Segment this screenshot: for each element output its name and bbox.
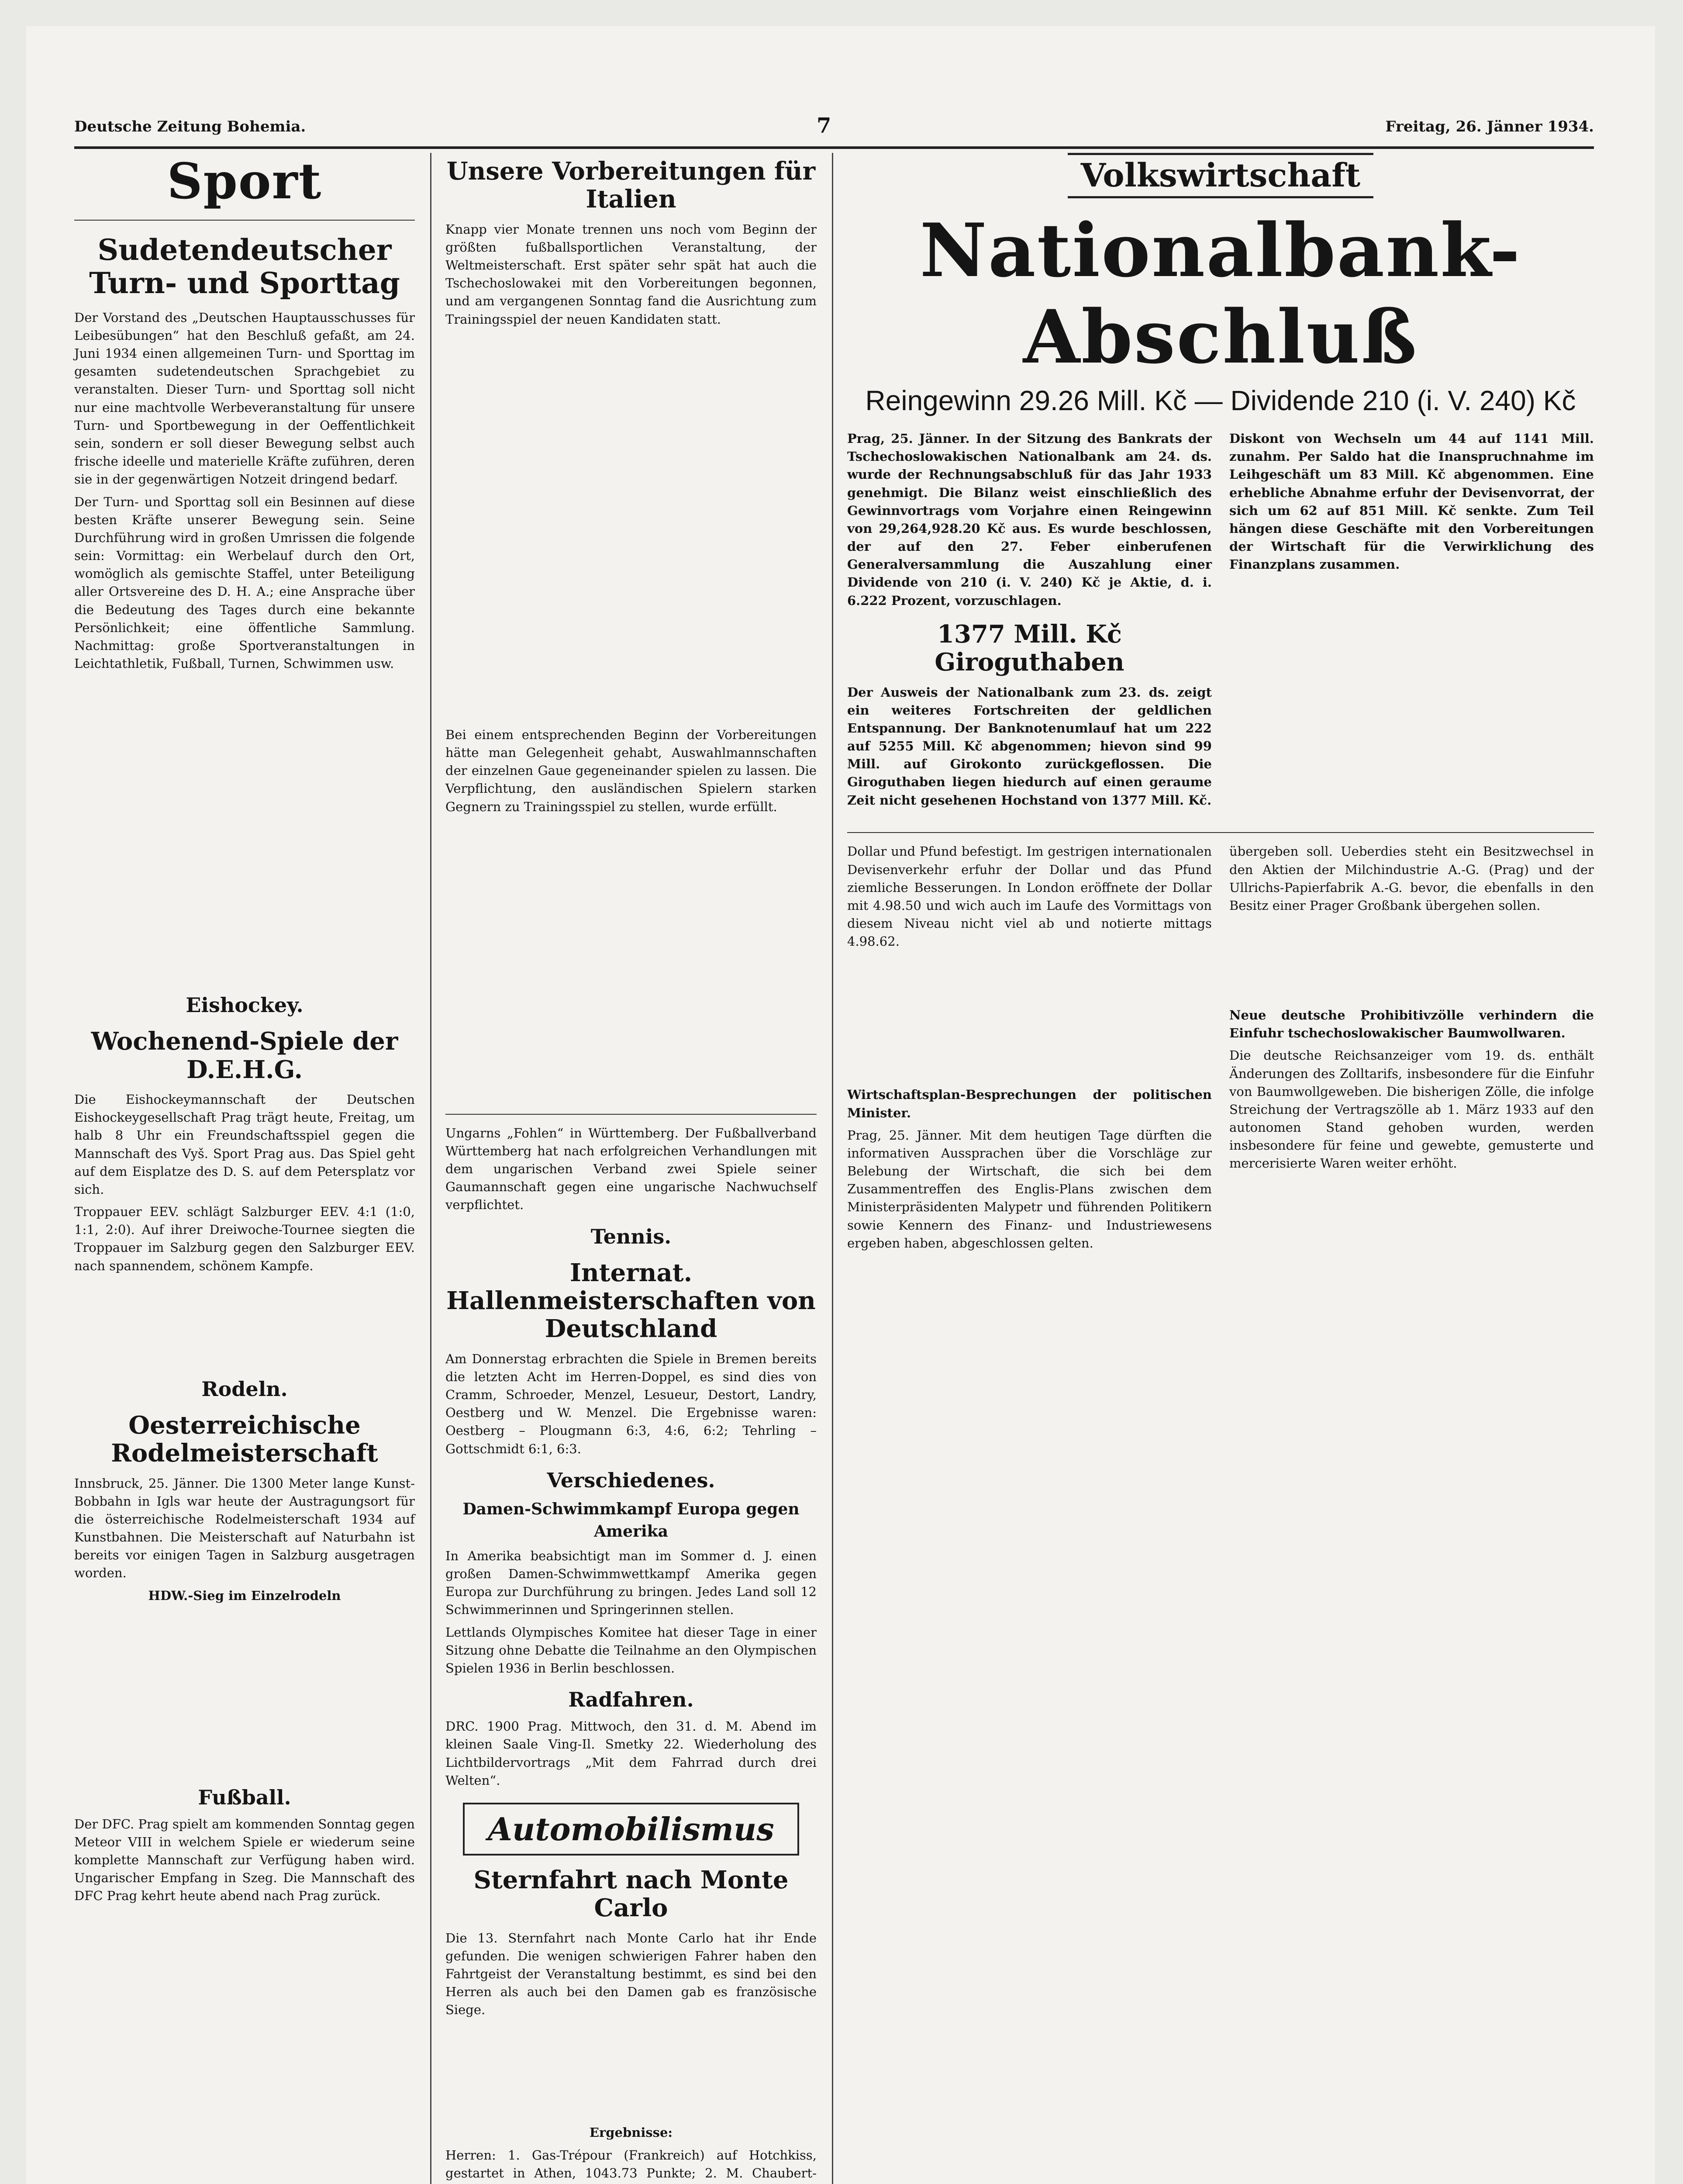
category-label: Radfahren. xyxy=(568,1688,694,1712)
article-continued xyxy=(847,955,1212,1086)
category-label: Fußball. xyxy=(198,1785,291,1809)
article-continued xyxy=(74,677,415,983)
page-number: 7 xyxy=(817,114,831,138)
article-body: Lettlands Olympisches Komitee hat dieser Tage in einer Sitzung ohne Debatte die Teilnahme an den Olympischen Spielen 1936 in Berlin beschlossen. xyxy=(445,1624,817,1676)
article-body: übergeben soll. Ueberdies steht ein Besitzwechsel in den Aktien der Milchindustrie A.-G. (Prag) und der Ullrichs-Papierfabrik A.-G. bevor, die ebenfalls in den Besitz einer Prager Großbank übergehen sollen. xyxy=(1229,844,1594,913)
article-title: Sternfahrt nach Monte Carlo xyxy=(473,1865,789,1923)
lead-body-continued: Diskont von Wechseln um 44 auf 1141 Mill. zunahm. Per Saldo hat die Inanspruchnahme im Leihgeschäft um 83 Mill. Kč abgenommen. Eine erhebliche Abnahme erfuhr der Devisenvorrat, der sich um 62 auf 851 Mill. Kč senkte. Zum Teil hängen diese Geschäfte mit den Vorbereitungen der Wirtschaft für die Verwirklichung des Finanzplans zusammen. xyxy=(1229,431,1594,572)
article-continued xyxy=(445,2023,817,2124)
lead-columns xyxy=(847,430,1594,822)
article-body: Am Donnerstag erbrachten die Spiele in Bremen bereits die letzten Acht im Herren-Doppel, es sind dies von Cramm, Schroeder, Menzel, Lesueur, Destort, Landry, Oestberg und W. Menzel. Die Ergebnisse waren: Oestberg – Plougmann 6:3, 4:6, 6:2; Tehrling – Gottschmidt 6:1, 6:3. xyxy=(445,1351,817,1456)
results-label: Ergebnisse: xyxy=(589,2125,673,2140)
article-title: 1377 Mill. Kč Giroguthaben xyxy=(935,619,1124,677)
article-body: Innsbruck, 25. Jänner. Die 1300 Meter lange Kunst-Bobbahn in Igls war heute der Austragungsort für die österreichische Rodelmeisterschaft 1934 auf Kunstbahnen. Die Meisterschaft auf Naturbahn ist bereits vor einigen Tagen in Salzburg ausgetragen worden. xyxy=(74,1476,415,1581)
article-continued xyxy=(1229,919,1594,1006)
divider xyxy=(445,1114,817,1115)
lower-columns xyxy=(847,843,1594,2087)
article-title: Unsere Vorbereitungen für Italien xyxy=(446,157,816,214)
issue-date: Freitag, 26. Jänner 1934. xyxy=(1385,118,1594,135)
column-sport-2 xyxy=(445,153,817,2184)
article-body: Troppauer EEV. schlägt Salzburger EEV. 4:1 (1:0, 1:1, 2:0). Auf ihrer Dreiwoche-Tournee siegten die Troppauer im Salzburg gegen den Salzburger EEV. nach spannendem, schönem Kampfe. xyxy=(74,1204,415,1273)
article-continued xyxy=(847,1257,1212,2087)
lead-body: Prag, 25. Jänner. In der Sitzung des Bankrats der Tschechoslowakischen Nationalbank am 24. ds. wurde der Rechnungsabschluß für das Jahr 1933 genehmigt. Die Bilanz weist einschließlich des Gewinnvortrags vom Vorjahre einen Reingewinn von 29,264,928.20 Kč aus. Es wurde beschlossen, der auf den 27. Feber einberufenen Generalversammlung die Auszahlung einer Dividende von 210 (i. V. 240) Kč je Aktie, d. i. 6.222 Prozent, vorzuschlagen. xyxy=(847,431,1212,608)
article-body: Der DFC. Prag spielt am kommenden Sonntag gegen Meteor VIII in welchem Spiele er wiederum seine komplette Mannschaft zur Verfügung haben wird. Ungarischer Empfang in Szeg. Die Mannschaft des DFC Prag kehrt heute abend nach Prag zurück. xyxy=(74,1816,415,1904)
article-continued xyxy=(445,820,817,1104)
column-divider-2 xyxy=(832,153,833,2184)
article-body: Der Vorstand des „Deutschen Hauptausschusses für Leibesübungen“ hat den Beschluß gefaßt, am 24. Juni 1934 einen allgemeinen Turn- und Sporttag im gesamten sudetendeutschen Sprachgebiet zu veranstalten. Dieser Turn- und Sporttag soll nicht nur eine machtvolle Werbeveranstaltung für unsere Turn- und Sportbewegung in der Oeffentlichkeit sein, sondern er soll dieser Bewegung selbst auch frische ideelle und materielle Kräfte zuführen, deren sie in der gegenwärtigen Notzeit dringend bedarf. xyxy=(74,310,415,487)
column-economy xyxy=(847,153,1594,2087)
article-body: Der Ausweis der Nationalbank zum 23. ds. zeigt ein weiteres Fortschreiten der geldlichen Entspannung. Der Banknotenumlauf hat um 222 auf 5255 Mill. Kč abgenommen; hievon sind 99 Mill. auf Girokonto zurückgeflossen. Die Giroguthaben liegen hiedurch auf einen geraume Zeit nicht gesehenen Hochstand von 1377 Mill. Kč. xyxy=(847,684,1212,808)
article-body: Dollar und Pfund befestigt. Im gestrigen internationalen Devisenverkehr erfuhr der Dollar und das Pfund ziemliche Besserungen. In London eröffnete der Dollar mit 4.98.50 und wich auch im Laufe des Vormittags von diesem Niveau nicht viel ab und notierte mittags 4.98.62. xyxy=(847,844,1212,949)
category-label: Verschiedenes. xyxy=(547,1468,715,1492)
article-continued xyxy=(445,333,817,726)
page-header xyxy=(74,114,1594,144)
article-body: Bei einem entsprechenden Beginn der Vorbereitungen hätte man Gelegenheit gehabt, Auswahlmannschaften der einzelnen Gaue gegeneinander spielen zu lassen. Die Verpflichtung, den ausländischen Spielern starken Gegnern zu Trainingsspiel zu stellen, wurde erfüllt. xyxy=(445,727,817,814)
article-continued xyxy=(1229,578,1594,822)
section-banner-automobilismus: Automobilismus xyxy=(463,1803,799,1856)
article-title: Sudetendeutscher Turn- und Sporttag xyxy=(89,233,400,300)
article-body: Die deutsche Reichsanzeiger vom 19. ds. enthält Änderungen des Zolltarifs, insbesondere für die Einfuhr von Baumwollgeweben. Die bisherigen Zölle, die infolge Streichung der Vertragszölle ab 1. März 1933 auf den autonomen Stand gehoben wurden, werden insbesondere für feine und gewebte, gemusterte und mercerisierte Waren weiter erhöht. xyxy=(1229,1048,1594,1171)
header-rule xyxy=(74,146,1594,149)
article-body: Knapp vier Monate trennen uns noch vom Beginn der größten fußballsportlichen Veranstaltung, der Weltmeisterschaft. Erst später sehr spät hat auch die Tschechoslowakei mit den Vorbereitungen begonnen, und am vergangenen Sonntag fand die Ausrichtung zum Trainingsspiel der neuen Kandidaten statt. xyxy=(445,221,817,327)
article-body: Die 13. Sternfahrt nach Monte Carlo hat ihr Ende gefunden. Die wenigen schwierigen Fahrer haben den Fahrtgeist der Veranstaltung bestimmt, es sind bei den Herren als auch bei den Damen gab es französische Siege. xyxy=(445,1930,817,2018)
newspaper-page xyxy=(26,26,1655,2184)
column-divider-1 xyxy=(430,153,431,2184)
category-label: Tennis. xyxy=(590,1224,672,1248)
section-title-economy: Volkswirtschaft xyxy=(1068,153,1374,198)
category-label: Eishockey. xyxy=(186,993,303,1017)
article-title: Oesterreichische Rodelmeisterschaft xyxy=(111,1410,378,1468)
article-subhead: Wirtschaftsplan-Besprechungen der politischen Minister. xyxy=(847,1087,1212,1120)
article-body: Der Turn- und Sporttag soll ein Besinnen auf diese besten Kräfte unserer Bewegung sein. Seine Durchführung wird in großen Umrissen die folgende sein: Vormittag: ein Werbelauf durch den Ort, womöglich als gemischte Staffel, unter Beteiligung aller Ortsvereine des D. H. A.; eine Ansprache über die Bedeutung des Tages durch eine bekannte Persönlichkeit; eine öffentliche Sammlung. Nachmittag: große Sportveranstaltungen in Leichtathletik, Fußball, Turnen, Schwimmen usw. xyxy=(74,494,415,671)
article-body: DRC. 1900 Prag. Mittwoch, den 31. d. M. Abend im kleinen Saale Ving-Il. Smetky 22. Wiederholung des Lichtbildervortrags „Mit dem Fahrrad durch drei Welten“. xyxy=(445,1719,817,1788)
paper-name: Deutsche Zeitung Bohemia. xyxy=(74,118,306,135)
article-body: Die Eishockeymannschaft der Deutschen Eishockeygesellschaft Prag trägt heute, Freitag, um halb 8 Uhr ein Freundschaftsspiel gegen die Mannschaft des Vyš. Sport Prag aus. Das Spiel geht auf dem Eisplatze des D. S. auf dem Petersplatz vor sich. xyxy=(74,1092,415,1197)
main-subheadline: Reingewinn 29.26 Mill. Kč — Dividende 210 (i. V. 240) Kč xyxy=(865,385,1576,416)
category-label: Rodeln. xyxy=(201,1377,288,1401)
column-sport xyxy=(74,153,415,1910)
article-continued xyxy=(74,1609,415,1775)
article-body: Prag, 25. Jänner. Mit dem heutigen Tage dürften die informativen Aussprachen über die Vorschläge zur Belebung der Wirtschaft, die sich bei dem Zusammentreffen des Englis-Plans zwischen dem Ministerpräsidenten Malypetr und führenden Politikern sowie Kennern des Finanz- und Industriewesens ergeben haben, abgeschlossen gelten. xyxy=(847,1127,1212,1251)
divider xyxy=(74,220,415,221)
article-body: In Amerika beabsichtigt man im Sommer d. J. einen großen Damen-Schwimmwettkampf Amerika gegen Europa zur Durchführung zu bringen. Jedes Land soll 12 Schwimmerinnen und Springerinnen stellen. xyxy=(445,1548,817,1617)
article-continued xyxy=(1229,1177,1594,1963)
article-subhead: HDW.-Sieg im Einzelrodeln xyxy=(148,1588,341,1603)
section-title-sport: Sport xyxy=(167,153,322,210)
divider xyxy=(847,832,1594,833)
article-subhead: Neue deutsche Prohibitivzölle verhindern die Einfuhr tschechoslowakischer Baumwollwaren. xyxy=(1229,1008,1594,1041)
main-headline: Nationalbank-Abschluß xyxy=(920,207,1521,380)
news-note: Ungarns „Fohlen“ in Württemberg. Der Fußballverband Württemberg hat nach erfolgreichen Verhandlungen mit dem ungarischen Verband zwei Spiele seiner Gaumannschaft gegen eine ungarische Nachwuchself verpflichtet. xyxy=(445,1125,817,1213)
article-continued xyxy=(74,1279,415,1367)
results-body: Herren: 1. Gas-Trépour (Frankreich) auf Hotchkiss, gestartet in Athen, 1043.73 Punkte; 2. M. Chaubert- xyxy=(445,2147,817,2181)
article-title: Internat. Hallenmeisterschaften von Deutschland xyxy=(446,1258,816,1344)
article-title: Wochenend-Spiele der D.E.H.G. xyxy=(91,1027,398,1084)
article-subhead: Damen-Schwimmkampf Europa gegen Amerika xyxy=(462,1500,800,1541)
